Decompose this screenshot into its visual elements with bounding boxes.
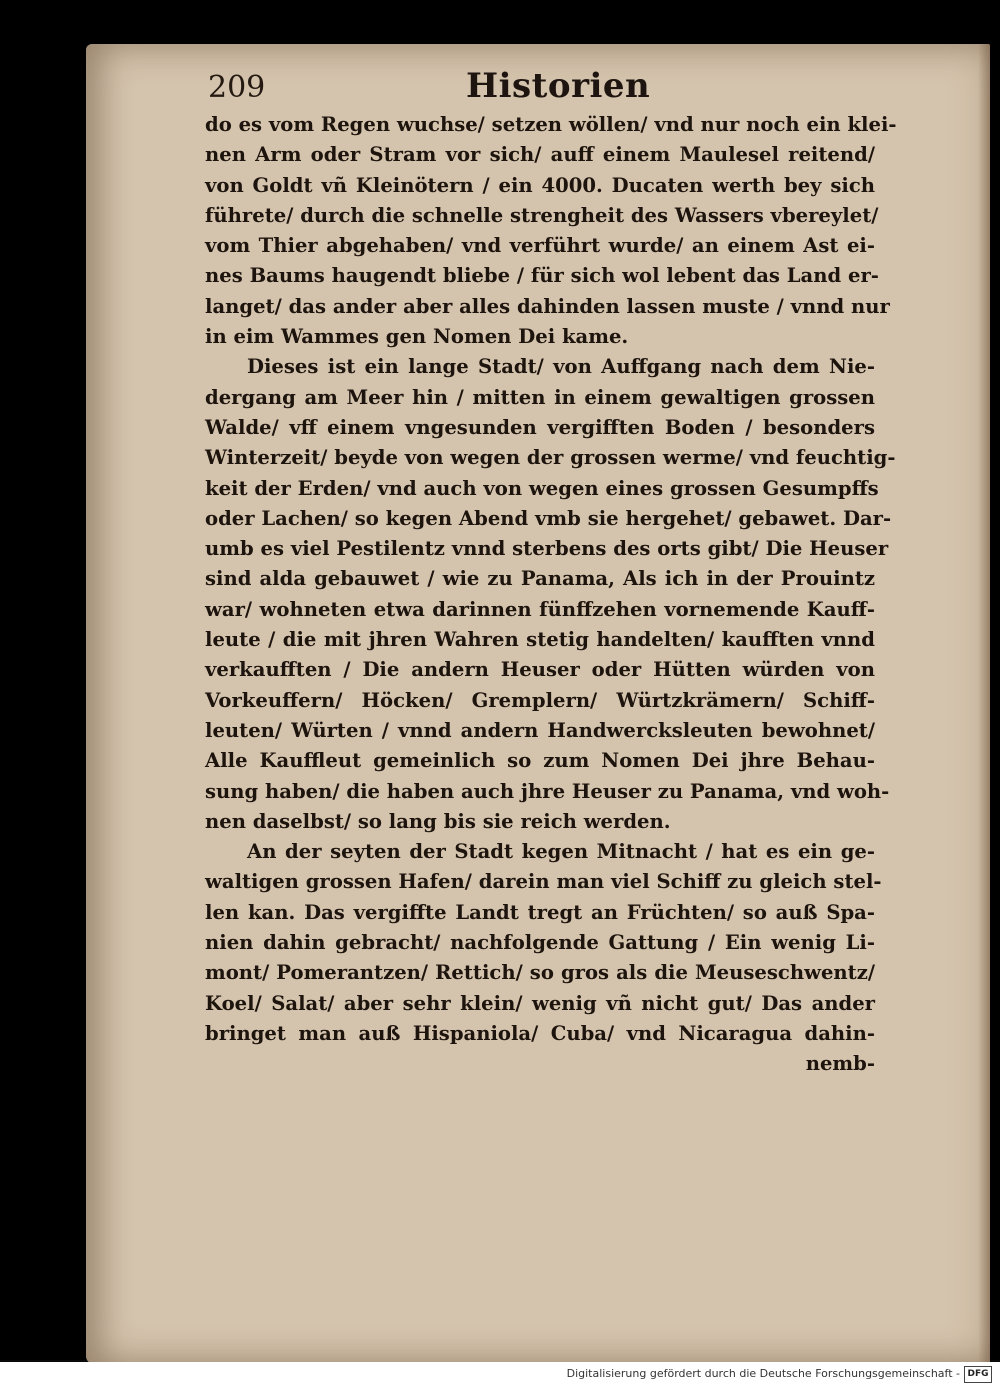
- dfg-logo: DFG: [964, 1366, 992, 1383]
- text-line: umb es viel Pestilentz vnnd sterbens des orts gibt/ Die Heuser: [205, 537, 889, 561]
- text-line: bringet man auß Hispaniola/ Cuba/ vnd Nicaragua dahin-: [205, 1021, 875, 1045]
- body-text: [205, 110, 897, 1080]
- text-line: war/ wohneten etwa darinnen fünffzehen vornemende Kauff-: [205, 597, 875, 621]
- text-line: Dieses ist ein lange Stadt/ von Auffgang nach dem Nie-: [247, 355, 875, 379]
- text-line: mont/ Pomerantzen/ Rettich/ so gros als die Meuseschwentz/: [205, 961, 875, 985]
- text-line: dergang am Meer hin / mitten in einem gewaltigen grossen: [205, 385, 875, 409]
- text-line: sind alda gebauwet / wie zu Panama, Als ich in der Prouintz: [205, 567, 875, 591]
- text-line: vom Thier abgehaben/ vnd verführt wurde/ an einem Ast ei-: [205, 234, 875, 258]
- text-line: sung haben/ die haben auch jhre Heuser zu Panama, vnd woh-: [205, 779, 890, 803]
- text-line: Winterzeit/ beyde von wegen der grossen werme/ vnd feuchtig-: [205, 446, 896, 470]
- text-line: oder Lachen/ so kegen Abend vmb sie hergehet/ gebawet. Dar-: [205, 506, 892, 530]
- text-line: in eim Wammes gen Nomen Dei kame.: [205, 325, 629, 349]
- footer-bar: [0, 1362, 1000, 1387]
- text-line: Alle Kauffleut gemeinlich so zum Nomen Dei jhre Behau-: [205, 749, 875, 773]
- text-line: leute / die mit jhren Wahren stetig handelten/ kaufften vnnd: [205, 628, 875, 652]
- text-line: langet/ das ander aber alles dahinden lassen muste / vnnd nur: [205, 294, 890, 318]
- text-line: nes Baums haugendt bliebe / für sich wol lebent das Land er-: [205, 264, 879, 288]
- text-line: nemb-: [805, 1052, 875, 1076]
- text-line: Vorkeuffern/ Höcken/ Gremplern/ Würtzkrämern/ Schiff-: [205, 688, 875, 712]
- text-line: An der seyten der Stadt kegen Mitnacht / hat es ein ge-: [247, 840, 875, 864]
- page-number: 209: [208, 70, 266, 105]
- text-line: len kan. Das vergiffte Landt tregt an Früchten/ so auß Spa-: [205, 900, 875, 924]
- funding-notice: Digitalisierung gefördert durch die Deutsche Forschungsgemeinschaft -: [566, 1367, 960, 1380]
- text-line: leuten/ Würten / vnnd andern Handwercksleuten bewohnet/: [205, 718, 875, 742]
- text-line: do es vom Regen wuchse/ setzen wöllen/ vnd nur noch ein klei-: [205, 113, 897, 136]
- text-line: Koel/ Salat/ aber sehr klein/ wenig vñ nicht gut/ Das ander: [205, 991, 875, 1015]
- text-line: nen daselbst/ so lang bis sie reich werden.: [205, 809, 671, 833]
- text-line: nen Arm oder Stram vor sich/ auff einem Maulesel reitend/: [205, 143, 875, 167]
- text-line: waltigen grossen Hafen/ darein man viel Schiff zu gleich stel-: [205, 870, 882, 894]
- page-edge: [978, 44, 990, 1364]
- text-line: verkaufften / Die andern Heuser oder Hütten würden von: [205, 658, 875, 682]
- text-line: von Goldt vñ Kleinötern / ein 4000. Ducaten werth bey sich: [205, 173, 875, 197]
- text-line: nien dahin gebracht/ nachfolgende Gattung / Ein wenig Li-: [205, 931, 875, 955]
- text-line: keit der Erden/ vnd auch von wegen eines grossen Gesumpffs: [205, 476, 879, 500]
- text-line: Walde/ vff einem vngesunden vergifften Boden / besonders: [205, 415, 875, 439]
- running-title: Historien: [466, 66, 651, 106]
- text-line: führete/ durch die schnelle strengheit des Wassers vbereylet/: [205, 203, 879, 227]
